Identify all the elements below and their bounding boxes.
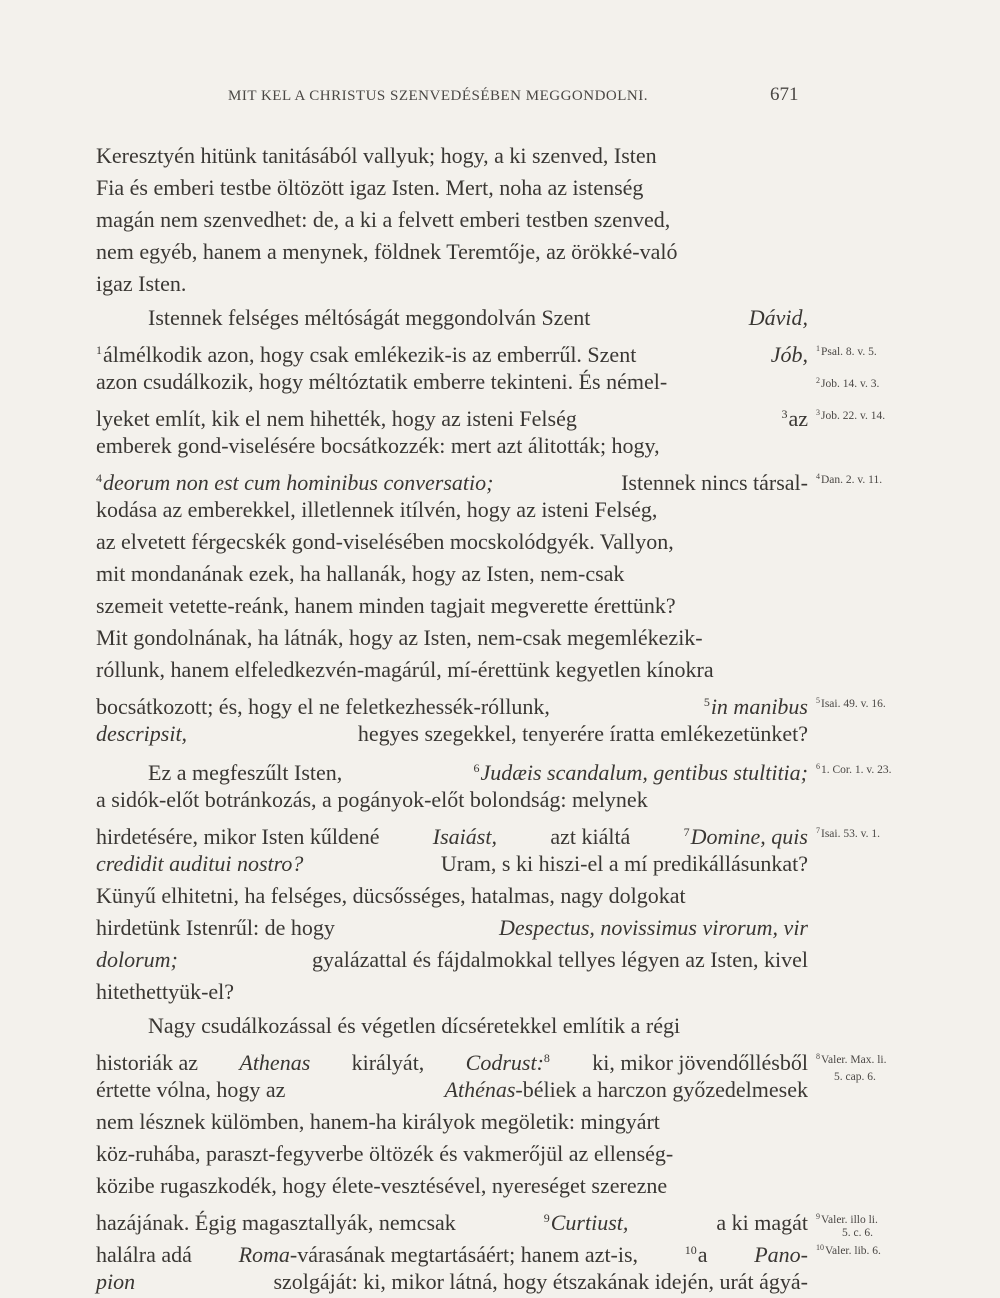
margin-note: $^3$Job. 22. v. 14. [816,408,886,422]
margin-note: $^2$Job. 14. v. 3. [816,376,880,390]
text-line: hirdetésére, mikor Isten kűldené Isaiást, azt kiáltá $^7$Domine, quis [96,816,808,848]
running-header: MIT KEL A CHRISTUS SZENVEDÉSÉBEN MEGGONDOLNI. [228,88,648,104]
text-line: köz-ruhába, paraszt-fegyverbe öltözék és vakmerőjül az ellenség- [96,1141,674,1166]
text-line: $^4$deorum non est cum hominibus conversatio; Istennek nincs társal- [96,470,808,495]
margin-note: $^4$Dan. 2. v. 11. [816,472,883,486]
text-line: hirdetünk Istenrűl: de hogy Despectus, novissimus virorum, vir [96,912,808,944]
italic-name: Dávid, [748,305,808,330]
text-line: igaz Isten. [96,271,187,296]
text-line: Keresztyén hitünk tanitásából vallyuk; hogy, a ki szenved, Isten [96,143,657,168]
text-line: hazájának. Égig magasztallyák, nemcsak $^9$Curtiust, a ki magát [96,1210,808,1235]
text-line: értette vólna, hogy az Athénas-béliek a harczon győzedelmesek [96,1077,808,1102]
margin-note: $^1$Psal. 8. v. 5. [816,344,877,358]
text-line: lyeket említ, kik el nem hihették, hogy az isteni Felség $^3$az [96,406,808,431]
footnote-marker: 9 [543,1211,550,1225]
text-line: bocsátkozott; és, hogy el ne feletkezhessék-róllunk, $^5$in manibus [96,694,808,719]
footnote-marker: 7 [683,825,690,839]
text-line: Fia és emberi testbe öltözött igaz Isten. Mert, noha az istenség [96,175,644,200]
text-line: $^1$álmélkodik azon, hogy csak emlékezik-is az emberrűl. Szent Jób, [96,334,808,366]
margin-note: 5. cap. 6. [834,1071,876,1083]
text-line: az elvetett férgecskék gond-viselésében mocskolódgyék. Vallyon, [96,529,674,554]
latin-quote: Domine, quis [690,824,808,849]
text-line: Ez a megfeszűlt Isten, $^6$Judæis scandalum, gentibus stultitia; [148,760,808,785]
footnote-marker: 8 [543,1051,550,1065]
latin-quote: Judæis scandalum, gentibus stultitia; [480,760,808,785]
text-line: descripsit, hegyes szegekkel, tenyerére íratta emlékezetünket? [96,718,808,750]
text-line: Nagy csudálkozással és végetlen dícséretekkel említik a régi [148,1013,681,1038]
text-line: historiák az Athenas királyát, Codrust:$^8$ ki, mikor jövendőllésből [96,1042,808,1074]
text-line: nem lésznek külömben, hanem-ha királyok megöletik: mingyárt [96,1109,660,1134]
footnote-marker: 5 [703,695,710,709]
italic-name: Curtiust, [550,1210,629,1235]
latin-quote: dolorum; [96,947,178,972]
margin-note: $^7$Isai. 53. v. 1. [816,826,880,840]
footnote-marker: 4 [96,471,102,485]
latin-quote: in manibus [710,694,808,719]
text-line: nem egyéb, hanem a menynek, földnek Teremtője, az örökké-való [96,239,678,264]
text-line: pion szolgáját: ki, mikor látná, hogy étszakának idején, urát ágyá- [96,1266,808,1298]
text-line: a sidók-előt botránkozás, a pogányok-előt bolondság: melynek [96,787,648,812]
text-line: Mit gondolnának, ha látnák, hogy az Isten, nem-csak megemlékezik- [96,625,703,650]
latin-quote: descripsit, [96,721,188,746]
text-line: Istennek felséges méltóságát meggondolván Szent Dávid, [96,302,808,334]
italic-name: Athénas [444,1077,516,1102]
text-line: kodása az emberekkel, illetlennek itílvén, hogy az isteni Felség, [96,497,658,522]
margin-note: 5. c. 6. [842,1227,873,1239]
text-line: magán nem szenvedhet: de, a ki a felvett emberi testben szenved, [96,207,671,232]
italic-name: pion [96,1269,136,1294]
text-line: hitethettyük-el? [96,979,235,1004]
italic-name: Pano- [754,1242,808,1267]
text-line: szemeit vetette-reánk, hanem minden tagjait megverette érettünk? [96,593,676,618]
italic-name: Athenas [239,1050,311,1075]
margin-note: $^8$Valer. Max. li. [816,1052,887,1066]
margin-note: $^{10}$Valer. lib. 6. [816,1243,881,1257]
latin-quote: deorum non est cum hominibus conversatio; [103,470,494,495]
text-line: dolorum; gyalázattal és fájdalmokkal tellyes légyen az Isten, kivel [96,944,808,976]
text-line: közibe rugaszkodék, hogy élete-vesztésével, nyereséget szerezne [96,1173,668,1198]
page-number: 671 [770,84,799,105]
footnote-marker: 6 [473,761,480,775]
footnote-marker: 10 [684,1243,697,1257]
text-line: azon csudálkozik, hogy méltóztatik emberre tekinteni. És némel- [96,369,668,394]
text-line: mit mondanának ezek, ha hallanák, hogy az Isten, nem-csak [96,561,625,586]
margin-note: $^5$Isai. 49. v. 16. [816,696,886,710]
text-line: róllunk, hanem elfeledkezvén-magárúl, mí-érettünk kegyetlen kínokra [96,657,714,682]
footnote-marker: 1 [96,343,102,357]
italic-name: Jób, [770,342,808,367]
text-line: emberek gond-viselésére bocsátkozzék: mert azt álitották; hogy, [96,433,660,458]
text-line: Künyű elhitetni, ha felséges, dücsősséges, hatalmas, nagy dolgokat [96,883,686,908]
latin-quote: Despectus, novissimus virorum, vir [499,915,808,940]
text-line: halálra adá Roma-várasának megtartásáért; hanem azt-is, $^{10}$a Pano- [96,1234,808,1266]
italic-name: Isaiást, [432,824,497,849]
italic-name: Codrust: [465,1050,544,1075]
margin-note: $^6$1. Cor. 1. v. 23. [816,762,892,776]
text-line: credidit auditui nostro? Uram, s ki hiszi-el a mí predikállásunkat? [96,848,808,880]
italic-name: Roma [238,1242,290,1267]
latin-quote: credidit auditui nostro? [96,851,304,876]
footnote-marker: 3 [781,407,788,421]
margin-note: $^9$Valer. illo li. [816,1212,878,1226]
